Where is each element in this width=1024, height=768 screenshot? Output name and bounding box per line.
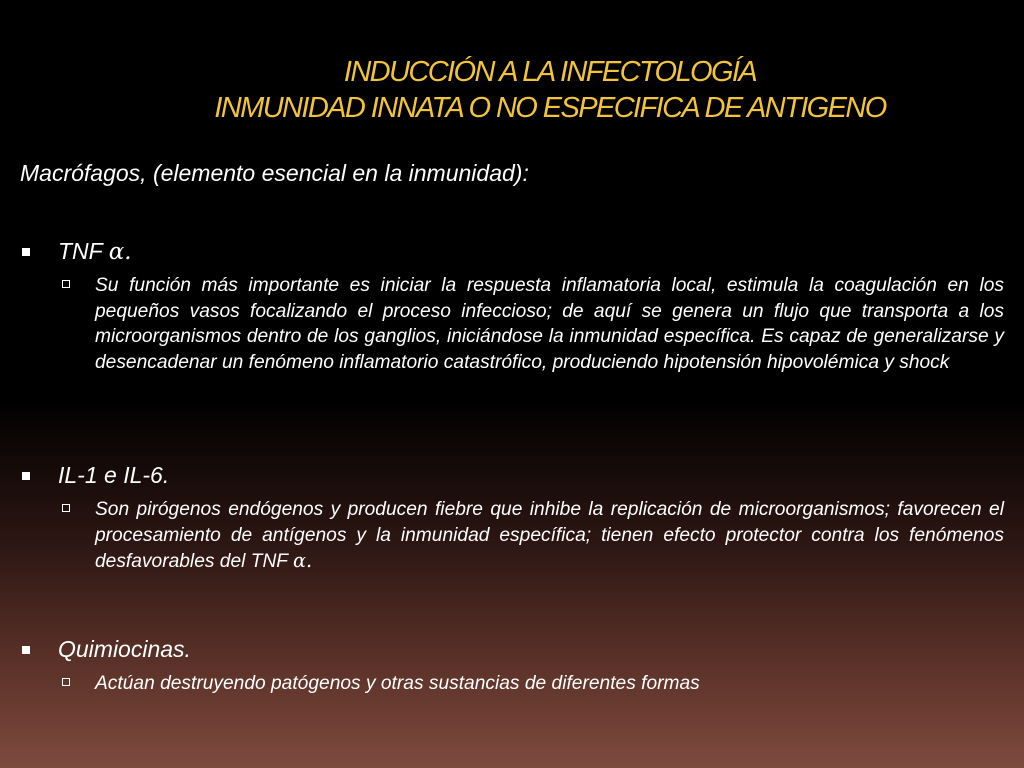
slide-title bbox=[0, 54, 1024, 126]
square-bullet-icon bbox=[22, 248, 30, 256]
square-bullet-icon bbox=[22, 472, 30, 480]
hollow-square-bullet-icon bbox=[62, 280, 70, 288]
alpha-symbol: α. bbox=[108, 239, 132, 265]
sub-bullet-text: Son pirógenos endógenos y producen fiebre que inhibe la replicación de microorganismos; favorecen el procesamiento de antígenos y la inmunidad específica; tienen efecto protector contra los fenómenos desfavorables del TNF α. bbox=[95, 499, 1004, 572]
bullet-label: TNF bbox=[58, 238, 103, 264]
title-line-1: INDUCCIÓN A LA INFECTOLOGÍA bbox=[343, 56, 757, 88]
alpha-symbol: α. bbox=[293, 549, 313, 572]
title-line-2: INMUNIDAD INNATA O NO ESPECIFICA DE ANTIGENO bbox=[214, 92, 886, 124]
square-bullet-icon bbox=[22, 646, 30, 654]
hollow-square-bullet-icon bbox=[62, 678, 70, 686]
bullet-label: Quimiocinas. bbox=[58, 636, 191, 662]
bullet-label: IL-1 e IL-6. bbox=[58, 462, 170, 488]
intro-text: Macrófagos, (elemento esencial en la inmunidad): bbox=[20, 160, 529, 186]
hollow-square-bullet-icon bbox=[62, 504, 70, 512]
sub-bullet-text: Su función más importante es iniciar la respuesta inflamatoria local, estimula la coagulación en los pequeños vasos focalizando el proceso infeccioso; de aquí se genera un flujo que transporta a los microorganismos dentro de los ganglios, iniciándose la inmunidad específica. Es capaz de generalizarse y desencadenar un fenómeno inflamatorio catastrófico, produciendo hipotensión hipovolémica y shock bbox=[95, 275, 1004, 373]
sub-bullet-text: Actúan destruyendo patógenos y otras sustancias de diferentes formas bbox=[95, 673, 700, 694]
